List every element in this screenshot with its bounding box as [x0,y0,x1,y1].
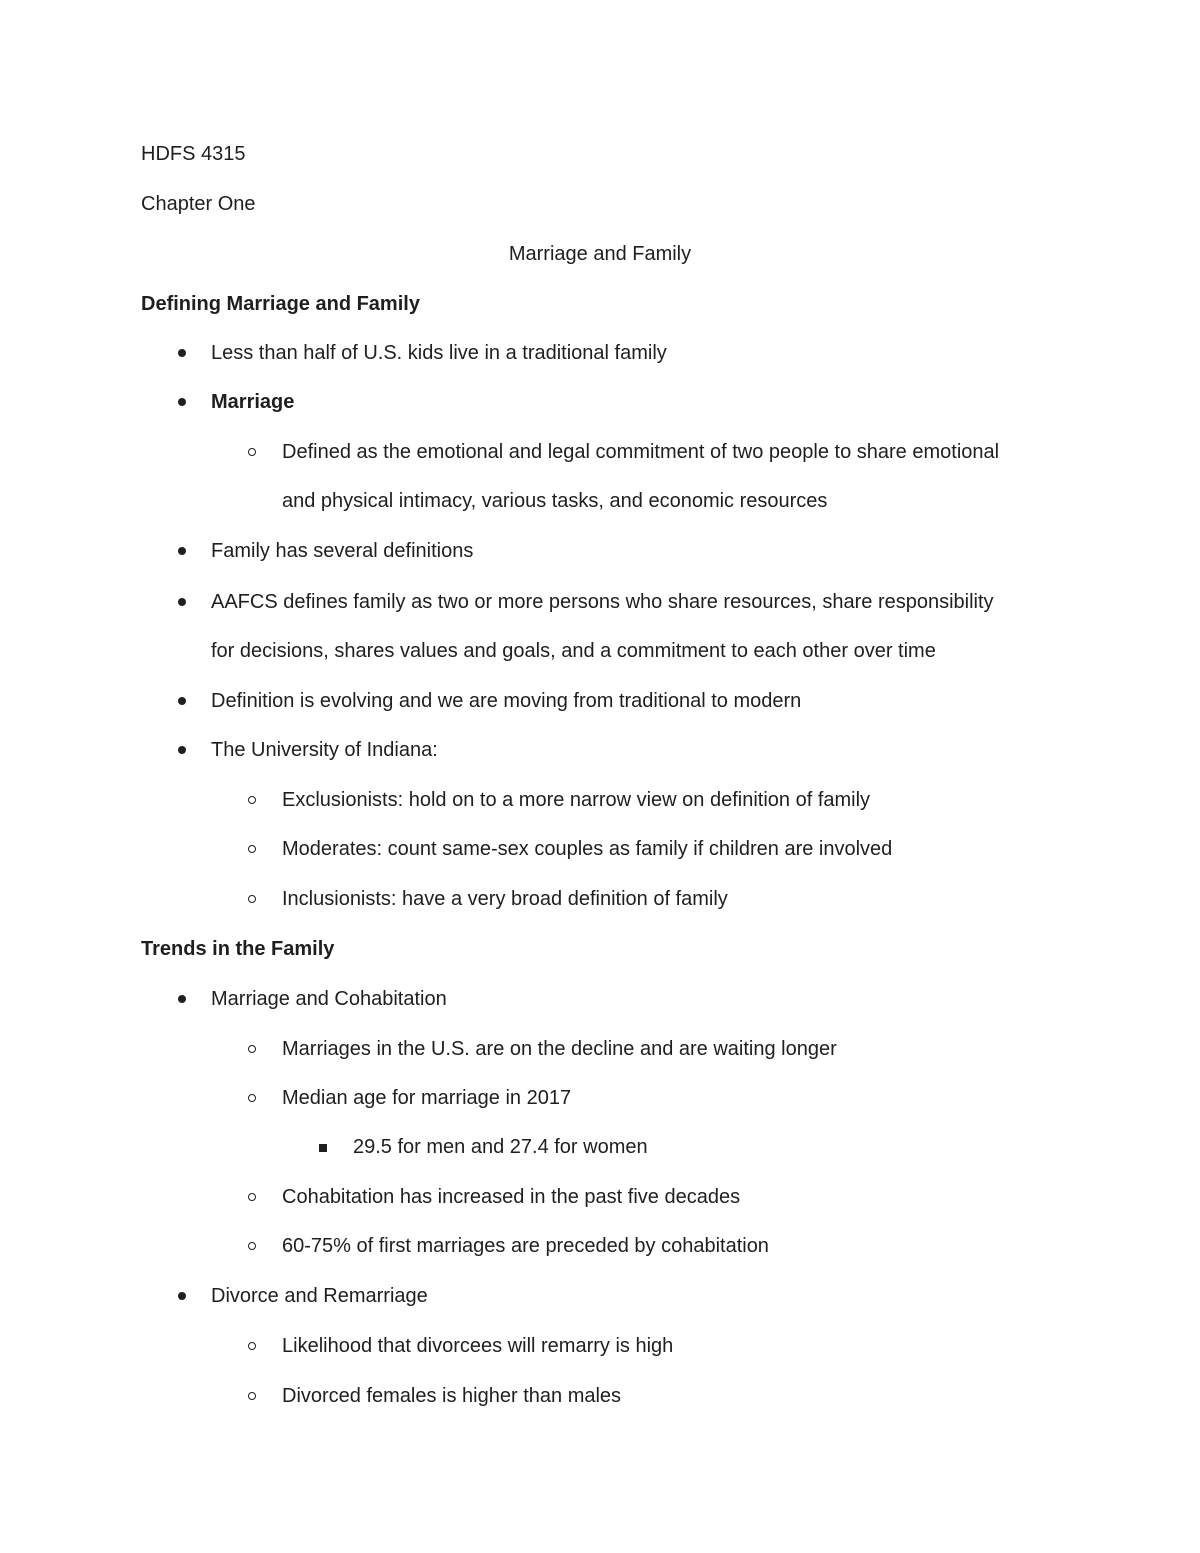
bullet-circle-icon [248,1392,256,1400]
list-item: Inclusionists: have a very broad definition of family [282,888,728,910]
list-item: Likelihood that divorcees will remarry is high [282,1335,674,1357]
list-item: Median age for marriage in 2017 [282,1087,572,1109]
bullet-circle-icon [248,448,256,456]
bullet-circle-icon [248,1242,256,1250]
list-item: Exclusionists: hold on to a more narrow view on definition of family [282,789,871,811]
bullet-disc-icon [178,697,186,705]
list-item-continuation: for decisions, shares values and goals, and a commitment to each other over time [211,640,936,662]
list-item: Family has several definitions [211,540,474,562]
bullet-disc-icon [178,349,186,357]
list-item: Definition is evolving and we are moving from traditional to modern [211,690,802,712]
list-item: Cohabitation has increased in the past five decades [282,1186,741,1208]
section-heading: Defining Marriage and Family [141,293,420,315]
list-item: Moderates: count same-sex couples as family if children are involved [282,838,893,860]
bullet-square-icon [319,1144,327,1152]
bullet-circle-icon [248,796,256,804]
bullet-disc-icon [178,547,186,555]
list-item: Marriages in the U.S. are on the decline and are waiting longer [282,1038,837,1060]
list-item: AAFCS defines family as two or more persons who share resources, share responsibility [211,591,994,613]
list-item: Divorce and Remarriage [211,1285,428,1307]
document-title: Marriage and Family [508,243,692,265]
section-heading: Trends in the Family [141,938,335,960]
list-item: 29.5 for men and 27.4 for women [353,1136,648,1158]
list-item: 60-75% of first marriages are preceded by cohabitation [282,1235,769,1257]
list-item: Marriage [211,391,295,413]
bullet-circle-icon [248,845,256,853]
bullet-disc-icon [178,995,186,1003]
bullet-circle-icon [248,895,256,903]
course-code: HDFS 4315 [141,143,246,165]
list-item: Less than half of U.S. kids live in a traditional family [211,342,667,364]
bullet-circle-icon [248,1342,256,1350]
bullet-circle-icon [248,1045,256,1053]
bullet-disc-icon [178,598,186,606]
bullet-disc-icon [178,746,186,754]
bullet-circle-icon [248,1193,256,1201]
list-item: Defined as the emotional and legal commitment of two people to share emotional [282,441,1000,463]
chapter-label: Chapter One [141,193,256,215]
bullet-disc-icon [178,1292,186,1300]
bullet-circle-icon [248,1094,256,1102]
list-item: Divorced females is higher than males [282,1385,622,1407]
list-item-continuation: and physical intimacy, various tasks, and economic resources [282,490,828,512]
bullet-disc-icon [178,398,186,406]
list-item: Marriage and Cohabitation [211,988,447,1010]
list-item: The University of Indiana: [211,739,438,761]
